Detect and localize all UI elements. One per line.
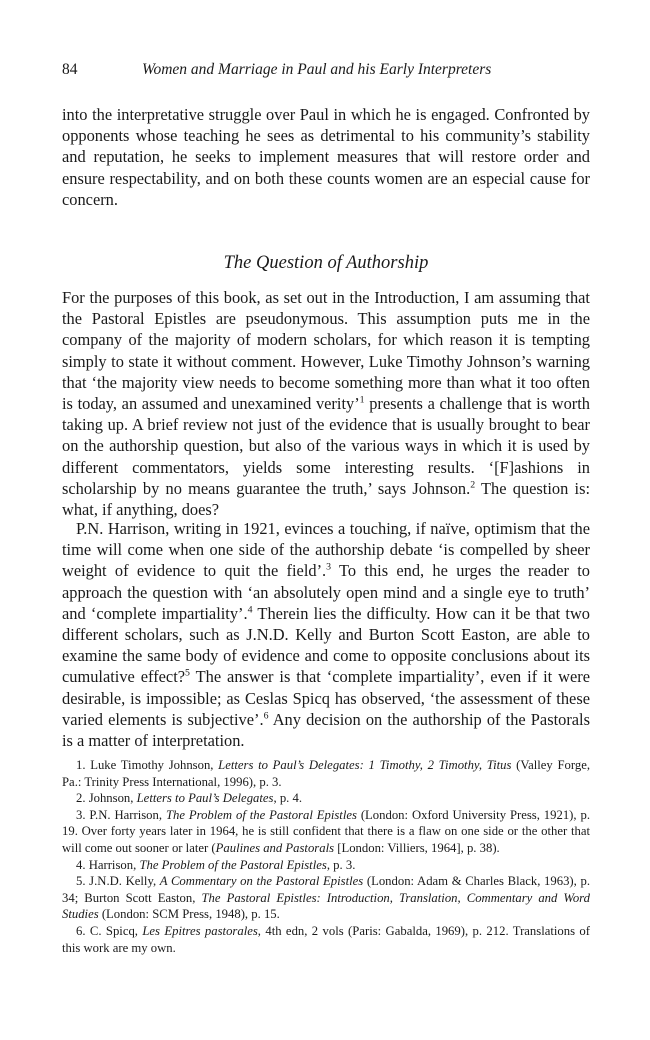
footnote-text: (London: SCM Press, 1948), p. 15. (98, 907, 280, 922)
footnote-1 (62, 757, 590, 790)
footnote-text: 2. Johnson, (76, 791, 137, 806)
footnote-title: The Pastoral Epistles: Introduction, Translation, Commentary and Word Studies (62, 890, 590, 922)
p3-text: To this end, he urges the reader to approach the question with ‘an absolutely open mind and a single eye to truth’ and ‘complete impartiality’. (62, 561, 590, 623)
p3-text: P.N. Harrison, writing in 1921, evinces a touching, if naïve, optimism that the time will come when one side of the authorship debate ‘is compelled by sheer weight of evidence to quit the field’. (62, 519, 590, 581)
footnote-text: 3. P.N. Harrison, (76, 807, 166, 822)
footnote-text: (London: Oxford University Press, 1921), p. 19. Over forty years later in 1964, he is still confident that there is a flaw on one side or the other that will come out sooner or later ( (62, 807, 590, 855)
footnotes (62, 757, 590, 956)
footnote-title: Paulines and Pastorals (215, 840, 335, 855)
footnote-title: The Problem of the Pastoral Epistles (139, 857, 327, 872)
footnote-text: 4. Harrison, (76, 857, 140, 872)
footnote-4 (62, 857, 590, 874)
paragraph-1: into the interpretative struggle over Paul in which he is engaged. Confronted by opponents whose teaching he sees as detrimental to his community’s stability and reputation, he seeks to implement measures that will restore order and ensure respectability, and on both these counts women are an especial cause for concern. (62, 105, 590, 209)
p3-text: Any decision on the authorship of the Pastorals is a matter of interpretation. (62, 709, 590, 751)
footnote-title: Letters to Paul’s Delegates (136, 791, 274, 806)
footnote-text: (Valley Forge, Pa.: Trinity Press International, 1996), p. 3. (62, 758, 590, 789)
p2-text: presents a challenge that is worth taking up. A brief review not just of the evidence that is usually brought to bear on the authorship question, but also of the various ways in which it is used by different commentators, yields some interesting results. ‘[F]ashions in scholarship by no means guarantee the truth,’ says Johnson. (62, 394, 590, 498)
page-number: 84 (62, 61, 78, 78)
footnote-title: A Commentary on the Pastoral Epistles (159, 874, 364, 889)
footnote-text: 5. J.N.D. Kelly, (76, 874, 160, 889)
footnote-ref-2: 2 (470, 479, 476, 491)
paragraph-2 (62, 287, 590, 520)
footnote-text: , 4th edn, 2 vols (Paris: Gabalda, 1969), p. 212. Translations of this work are my own. (62, 923, 590, 955)
footnote-ref-1: 1 (359, 394, 365, 406)
footnote-text: , p. 4. (273, 791, 303, 806)
footnote-2 (62, 790, 590, 807)
section-heading: The Question of Authorship (223, 253, 429, 273)
p2-text: The question is: what, if anything, does? (62, 478, 590, 520)
footnote-ref-5: 5 (185, 667, 190, 679)
running-header (62, 60, 590, 80)
footnote-6 (62, 923, 590, 956)
footnote-ref-6: 6 (263, 710, 269, 722)
footnote-title: The Problem of the Pastoral Epistles (165, 807, 357, 822)
footnote-text: 1. Luke Timothy Johnson, (76, 758, 219, 772)
footnote-3 (62, 807, 590, 857)
p3-text: The answer is that ‘complete impartiality’, even if it were desirable, is impossible; as Ceslas Spicq has observed, ‘the assessment of these varied elements is subjective’. (62, 667, 590, 729)
footnote-ref-4: 4 (247, 604, 253, 616)
footnote-title: Letters to Paul’s Delegates: 1 Timothy, 2 Timothy, Titus (218, 758, 512, 772)
paragraph-3 (62, 518, 590, 751)
footnote-5 (62, 873, 590, 923)
running-title: Women and Marriage in Paul and his Early Interpreters (142, 61, 492, 78)
footnote-text: 6. C. Spicq, (76, 923, 143, 938)
footnote-title: Les Epitres pastorales (142, 923, 258, 938)
footnote-text: (London: Adam & Charles Black, 1963), p. 34; Burton Scott Easton, (62, 874, 590, 905)
p3-text: Therein lies the difficulty. How can it be that two different scholars, such as J.N.D. Kelly and Burton Scott Easton, are able to examine the same body of evidence and come to opposite conclusions about its cumulative effect? (62, 603, 590, 687)
footnote-ref-3: 3 (326, 561, 332, 573)
footnote-text: , p. 3. (326, 857, 356, 872)
footnote-text: [London: Villiers, 1964], p. 38). (334, 840, 500, 855)
p2-text: For the purposes of this book, as set out in the Introduction, I am assuming that the Pastoral Epistles are pseudonymous. This assumption puts me in the company of the majority of modern scholars, for which reason it is tempting simply to state it without comment. However, Luke Timothy Johnson’s warning that ‘the majority view needs to become something more than what it too often is today, an assumed and unexamined verity’ (62, 288, 590, 414)
